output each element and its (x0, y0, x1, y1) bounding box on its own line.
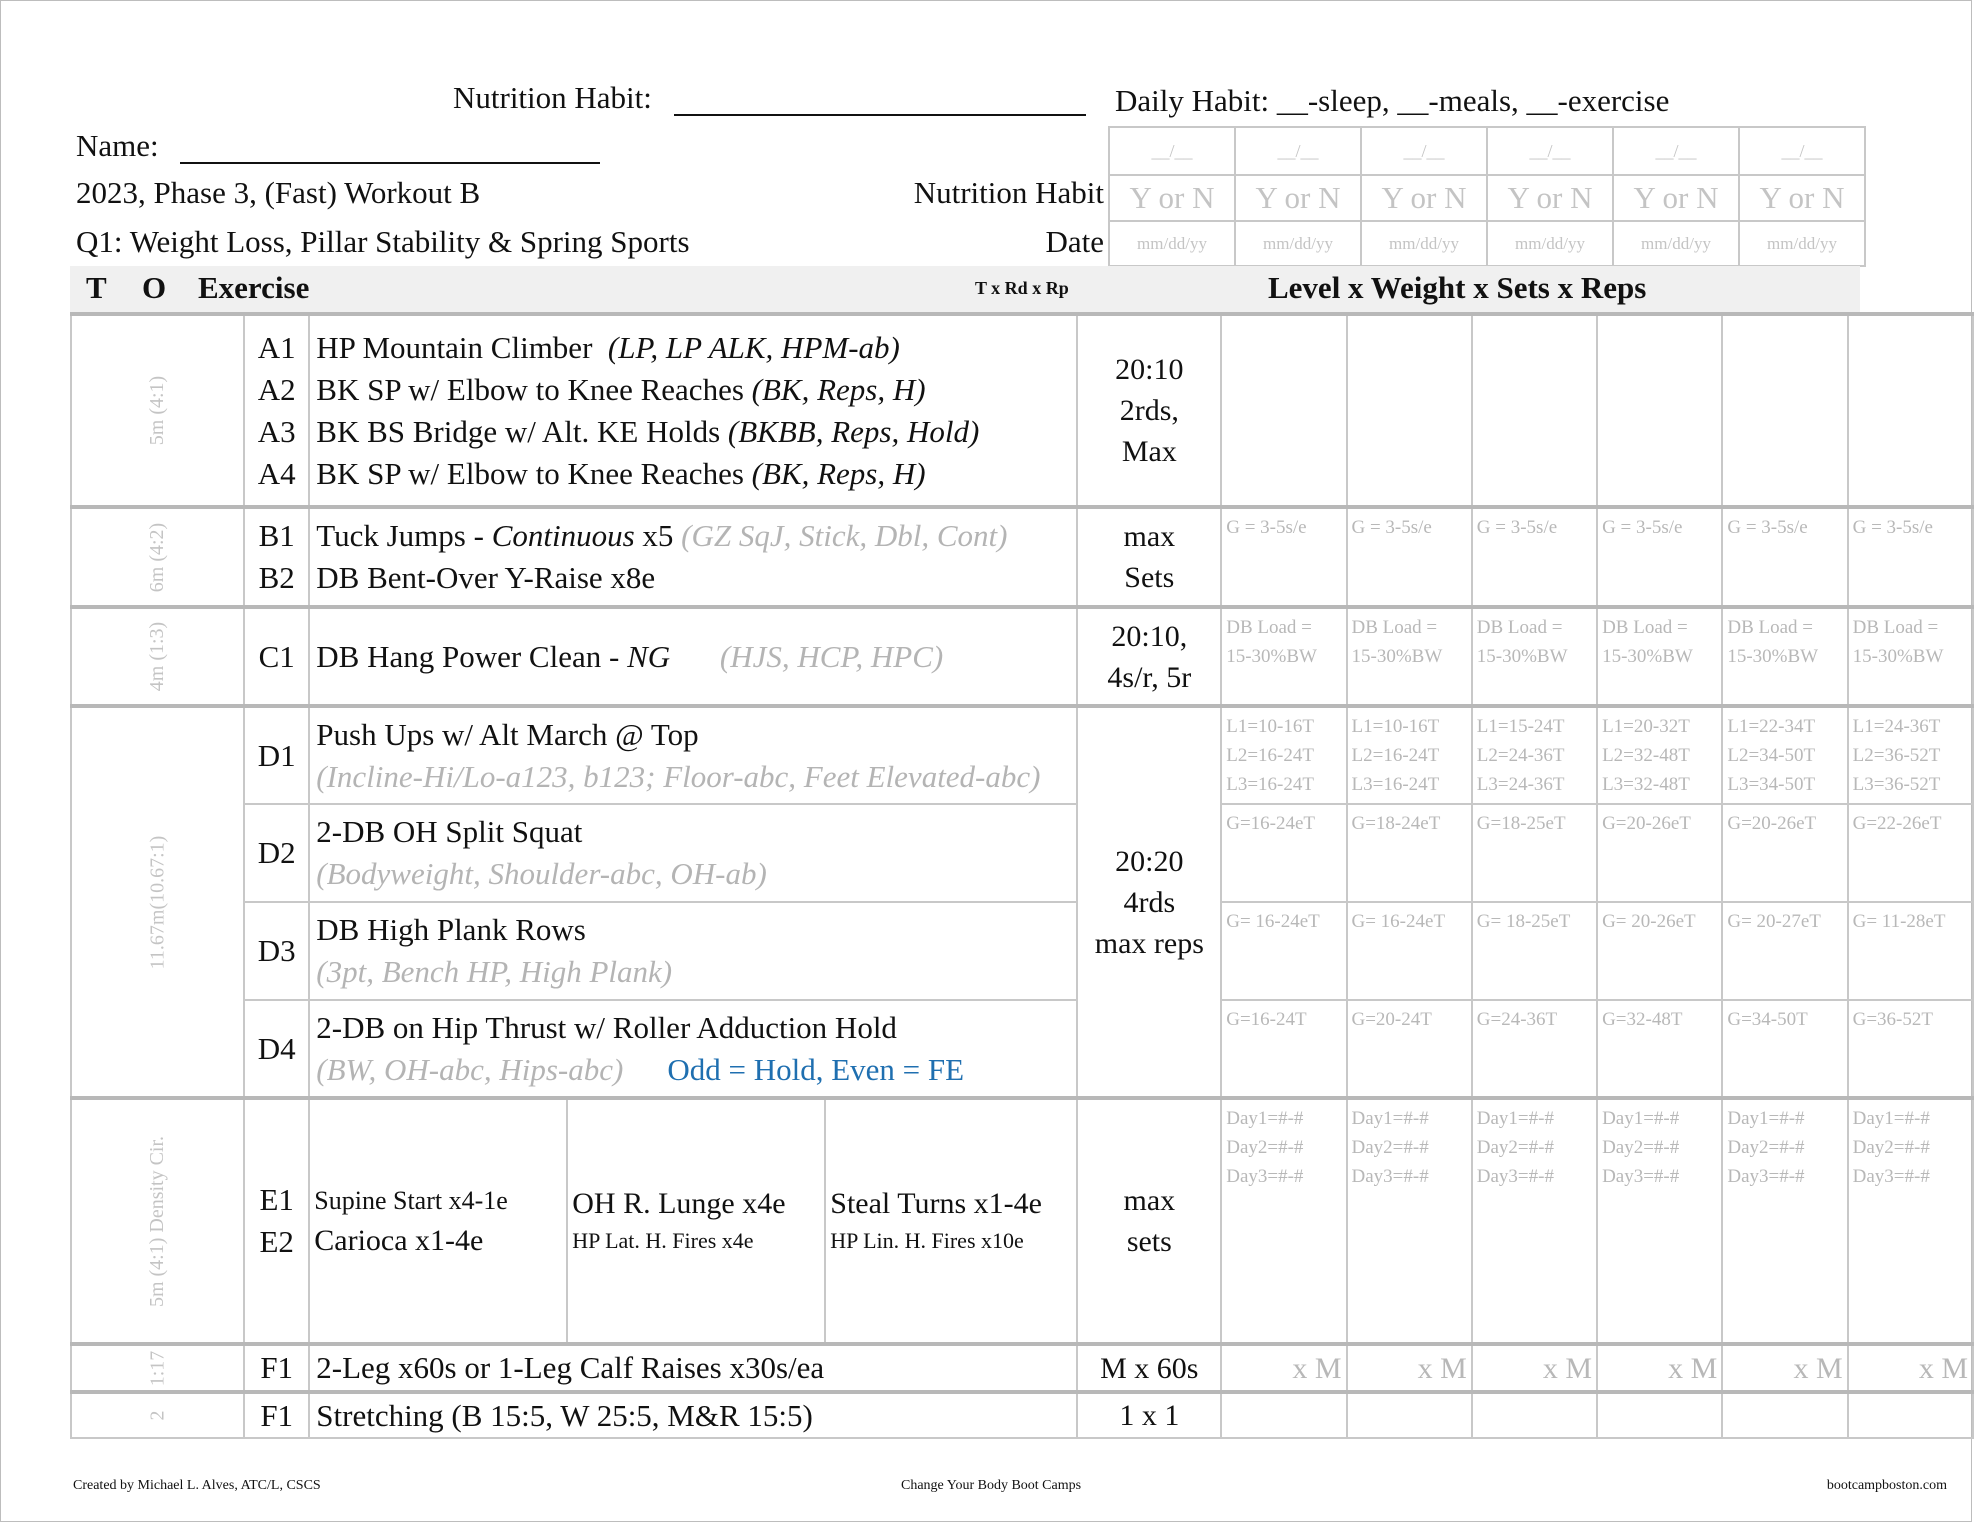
nutrition-yes-no[interactable]: Y or N (1613, 175, 1739, 221)
section-f1-time (71, 1344, 244, 1392)
protocol-line: max reps (1094, 926, 1204, 960)
week-entry[interactable] (1722, 314, 1847, 507)
col-header-t: T (86, 270, 107, 305)
week-entry[interactable]: G= 18-25eT (1472, 902, 1597, 1000)
col-header-o: O (142, 270, 167, 305)
exercise-name: 2-DB OH Split Squat (316, 814, 583, 849)
week-entry[interactable]: x M (1722, 1344, 1847, 1392)
section-b-row (71, 507, 1973, 607)
exercise-progression: (BK, Reps, H) (751, 455, 926, 491)
week-entry[interactable] (1221, 314, 1346, 507)
nutrition-yes-no[interactable]: Y or N (1487, 175, 1613, 221)
section-c-row (71, 607, 1973, 706)
circuit-columns (310, 1100, 1076, 1342)
section-f1-time-label: 1:17 (146, 1350, 169, 1386)
circuit-column-2 (568, 1100, 826, 1342)
exercise-name: DB Hang Power Clean - (316, 638, 628, 674)
exercise-progression: (BK, Reps, H) (751, 371, 926, 407)
section-e-orders (244, 1098, 309, 1344)
section-f2-order: F1 (244, 1392, 309, 1438)
name-header (76, 128, 600, 164)
exercise-line (316, 1049, 1076, 1091)
exercise-grip: NG (627, 638, 671, 674)
section-d1-exercise (309, 706, 1077, 804)
week-slot[interactable]: __/__ (1739, 127, 1865, 175)
week-entry[interactable] (1848, 1392, 1973, 1438)
section-e-protocol (1077, 1098, 1221, 1344)
exercise-progression: (BW, OH-abc, Hips-abc) (316, 1051, 624, 1087)
section-b-protocol (1077, 507, 1221, 607)
week-entry[interactable]: G=34-50T (1722, 1000, 1847, 1098)
week-slot[interactable]: __/__ (1613, 127, 1739, 175)
week-entry[interactable]: G= 11-28eT (1848, 902, 1973, 1000)
exercise-name: DB Bent-Over Y-Raise x8e (316, 560, 656, 595)
protocol-line: max (1123, 1184, 1176, 1217)
section-a-time (71, 314, 244, 507)
week-entry[interactable]: DB Load = 15-30%BW (1597, 607, 1722, 706)
section-f1-exercise: 2-Leg x60s or 1-Leg Calf Raises x30s/ea (309, 1344, 1077, 1392)
row-date-label: Date (1045, 224, 1104, 259)
exercise-line (316, 327, 1076, 369)
week-entry[interactable]: G=20-26eT (1597, 804, 1722, 902)
exercise-reps: x5 (634, 518, 682, 553)
exercise-line (316, 453, 1076, 495)
section-d-time (71, 706, 244, 1098)
week-entry[interactable]: DB Load = 15-30%BW (1221, 607, 1346, 706)
week-entry[interactable]: G=16-24T (1221, 1000, 1346, 1098)
week-entry[interactable]: G= 20-26eT (1597, 902, 1722, 1000)
section-d4-order: D4 (244, 1000, 309, 1098)
section-e-time-label: 5m (4:1) Density Cir. (146, 1135, 169, 1307)
week-entry[interactable]: G = 3-5s/e (1848, 507, 1973, 607)
week-entry[interactable] (1722, 1392, 1847, 1438)
week-entry[interactable] (1597, 314, 1722, 507)
exercise-name: DB High Plank Rows (316, 912, 586, 947)
row-nutrition-label: Nutrition Habit (913, 175, 1104, 210)
section-d2-exercise (309, 804, 1077, 902)
section-c-time (71, 607, 244, 706)
week-entry[interactable]: G=20-26eT (1722, 804, 1847, 902)
footer-author: Created by Michael L. Alves, ATC/L, CSCS (73, 1478, 321, 1493)
circuit-column-1 (310, 1100, 568, 1342)
week-entry[interactable]: DB Load = 15-30%BW (1722, 607, 1847, 706)
exercise-progression: (Bodyweight, Shoulder-abc, OH-ab) (316, 856, 767, 891)
habit-tracking-grid (1108, 126, 1866, 267)
week-entry[interactable]: L1=15-24T L2=24-36T L3=24-36T (1472, 706, 1597, 804)
week-entry[interactable]: G=22-26eT (1848, 804, 1973, 902)
section-e-row (71, 1098, 1973, 1344)
protocol-line: Sets (1124, 561, 1175, 594)
section-a-time-label: 5m (4:1) (146, 375, 169, 446)
section-f1-row (71, 1344, 1973, 1392)
exercise-name: Carioca x1-4e (314, 1224, 484, 1257)
week-slot[interactable]: __/__ (1109, 127, 1235, 175)
exercise-line (316, 369, 1076, 411)
section-a-orders (244, 314, 309, 507)
nutrition-yes-no[interactable]: Y or N (1361, 175, 1487, 221)
nutrition-habit-header (453, 80, 1086, 116)
protocol-line: sets (1126, 1225, 1172, 1258)
exercise-name: BK BS Bridge w/ Alt. KE Holds (316, 413, 721, 449)
exercise-progression: (HJS, HCP, HPC) (719, 638, 944, 674)
protocol-line: 20:10 (1115, 353, 1184, 386)
week-entry[interactable]: G=24-36T (1472, 1000, 1597, 1098)
week-entry[interactable]: L1=22-34T L2=34-50T L3=34-50T (1722, 706, 1847, 804)
nutrition-habit-label: Nutrition Habit: (453, 80, 652, 115)
exercise-mode: Continuous (491, 518, 635, 553)
protocol-line: 4s/r, 5r (1107, 660, 1192, 694)
protocol-line: max (1123, 520, 1176, 553)
date-field[interactable]: mm/dd/yy (1487, 221, 1613, 266)
exercise-name: Tuck Jumps - (316, 518, 492, 553)
section-d3-order: D3 (244, 902, 309, 1000)
date-field[interactable]: mm/dd/yy (1109, 221, 1235, 266)
column-header-band (70, 266, 1860, 312)
daily-habit-header (1115, 83, 1669, 119)
program-title: 2023, Phase 3, (Fast) Workout B (76, 175, 481, 210)
week-entry[interactable] (1347, 314, 1472, 507)
exercise-progression: (BKBB, Reps, Hold) (727, 413, 980, 449)
week-entry[interactable]: L1=24-36T L2=36-52T L3=36-52T (1848, 706, 1973, 804)
order-label: E2 (259, 1224, 294, 1259)
week-entry[interactable]: Day1=#-# Day2=#-# Day3=#-# (1722, 1098, 1847, 1344)
section-b-exercises (309, 507, 1077, 607)
week-entry[interactable]: G = 3-5s/e (1472, 507, 1597, 607)
week-entry[interactable] (1472, 1392, 1597, 1438)
section-c-exercises (309, 607, 1077, 706)
nutrition-yes-no[interactable]: Y or N (1235, 175, 1361, 221)
section-e-exercises (309, 1098, 1077, 1344)
section-d2-order: D2 (244, 804, 309, 902)
section-c-protocol (1077, 607, 1221, 706)
week-entry[interactable]: Day1=#-# Day2=#-# Day3=#-# (1597, 1098, 1722, 1344)
exercise-progression: (GZ SqJ, Stick, Dbl, Cont) (681, 518, 1008, 553)
quarter-title: Q1: Weight Loss, Pillar Stability & Spring Sports (76, 224, 690, 259)
section-f2-time (71, 1392, 244, 1438)
section-a-protocol (1077, 314, 1221, 507)
section-d1-order: D1 (244, 706, 309, 804)
week-entry[interactable]: L1=20-32T L2=32-48T L3=32-48T (1597, 706, 1722, 804)
section-b-time-label: 6m (4:2) (146, 522, 169, 592)
week-entry[interactable]: G = 3-5s/e (1597, 507, 1722, 607)
col-header-txrdxrp: T x Rd x Rp (975, 278, 1069, 298)
order-label: E1 (259, 1182, 294, 1217)
order-label: A4 (257, 455, 296, 491)
exercise-line (316, 557, 1076, 599)
week-entry[interactable]: Day1=#-# Day2=#-# Day3=#-# (1221, 1098, 1346, 1344)
week-entry[interactable]: L1=10-16T L2=16-24T L3=16-24T (1347, 706, 1472, 804)
order-label: A3 (257, 413, 296, 449)
exercise-name: HP Lat. H. Fires x4e (572, 1228, 754, 1253)
exercise-name: OH R. Lunge x4e (572, 1187, 786, 1220)
week-entry[interactable]: DB Load = 15-30%BW (1472, 607, 1597, 706)
name-field[interactable] (180, 130, 600, 164)
section-d3-row (71, 902, 1973, 1000)
section-f2-time-label: 2 (146, 1410, 169, 1421)
nutrition-yes-no[interactable]: Y or N (1109, 175, 1235, 221)
daily-habit-text: __-sleep, __-meals, __-exercise (1276, 83, 1670, 118)
protocol-line: 4rds (1123, 885, 1176, 919)
week-entry[interactable]: G=18-25eT (1472, 804, 1597, 902)
date-field[interactable]: mm/dd/yy (1235, 221, 1361, 266)
week-entry[interactable]: G= 20-27eT (1722, 902, 1847, 1000)
week-entry[interactable]: L1=10-16T L2=16-24T L3=16-24T (1221, 706, 1346, 804)
week-entry[interactable]: Day1=#-# Day2=#-# Day3=#-# (1472, 1098, 1597, 1344)
workout-table (70, 312, 1974, 1439)
daily-habit-label: Daily Habit: (1115, 83, 1270, 118)
week-entry[interactable]: DB Load = 15-30%BW (1848, 607, 1973, 706)
order-label: A2 (257, 371, 296, 407)
date-field[interactable]: mm/dd/yy (1739, 221, 1865, 266)
week-entry[interactable] (1848, 314, 1973, 507)
section-d3-exercise (309, 902, 1077, 1000)
exercise-name: Supine Start x4-1e (314, 1186, 508, 1215)
week-slot[interactable]: __/__ (1361, 127, 1487, 175)
section-f2-protocol: 1 x 1 (1077, 1392, 1221, 1438)
footer-website[interactable]: bootcampboston.com (1826, 1478, 1947, 1493)
exercise-line (316, 515, 1076, 557)
section-a-row (71, 314, 1973, 507)
section-d-protocol (1077, 706, 1221, 1098)
protocol-line: 20:10, (1111, 619, 1188, 653)
nutrition-habit-field[interactable] (674, 82, 1086, 116)
week-entry[interactable] (1597, 1392, 1722, 1438)
exercise-name: BK SP w/ Elbow to Knee Reaches (316, 455, 744, 491)
week-entry[interactable] (1347, 1392, 1472, 1438)
section-d-time-label: 11.67m(10.67:1) (146, 835, 169, 969)
week-entry[interactable]: G = 3-5s/e (1221, 507, 1346, 607)
col-header-exercise: Exercise (198, 270, 310, 305)
exercise-name: Push Ups w/ Alt March @ Top (316, 716, 699, 752)
exercise-name: BK SP w/ Elbow to Knee Reaches (316, 371, 744, 407)
protocol-line: Max (1121, 435, 1177, 468)
col-header-level: Level x Weight x Sets x Reps (1268, 270, 1647, 305)
week-entry[interactable]: x M (1472, 1344, 1597, 1392)
week-entry[interactable]: G=16-24eT (1221, 804, 1346, 902)
exercise-name: 2-DB on Hip Thrust w/ Roller Adduction Hold (316, 1009, 897, 1045)
week-entry[interactable]: G= 16-24eT (1221, 902, 1346, 1000)
section-f2-exercise: Stretching (B 15:5, W 25:5, M&R 15:5) (309, 1392, 1077, 1438)
week-slot[interactable]: __/__ (1487, 127, 1613, 175)
week-entry[interactable]: G=20-24T (1347, 1000, 1472, 1098)
section-f2-row (71, 1392, 1973, 1438)
exercise-name: HP Lin. H. Fires x10e (830, 1228, 1024, 1253)
order-label: A1 (257, 329, 296, 365)
week-entry[interactable]: G=32-48T (1597, 1000, 1722, 1098)
week-entry[interactable]: Day1=#-# Day2=#-# Day3=#-# (1347, 1098, 1472, 1344)
section-f1-order: F1 (244, 1344, 309, 1392)
section-e-time (71, 1098, 244, 1344)
footer-company: Change Your Body Boot Camps (901, 1478, 1082, 1493)
exercise-progression: (3pt, Bench HP, High Plank) (316, 954, 673, 989)
exercise-name: Steal Turns x1-4e (830, 1187, 1042, 1220)
protocol-line: 20:20 (1115, 844, 1184, 878)
section-d2-row (71, 804, 1973, 902)
section-b-time (71, 507, 244, 607)
section-c-order: C1 (244, 607, 309, 706)
week-entry[interactable]: Day1=#-# Day2=#-# Day3=#-# (1848, 1098, 1973, 1344)
week-entry[interactable]: G=18-24eT (1347, 804, 1472, 902)
week-entry[interactable]: x M (1848, 1344, 1973, 1392)
week-slot[interactable]: __/__ (1235, 127, 1361, 175)
section-b-orders (244, 507, 309, 607)
protocol-line: 2rds, (1119, 394, 1179, 427)
order-label: B2 (258, 560, 295, 595)
section-a-exercises (309, 314, 1077, 507)
section-d1-row (71, 706, 1973, 804)
section-c-time-label: 4m (1:3) (146, 621, 169, 692)
section-f1-protocol: M x 60s (1077, 1344, 1221, 1392)
exercise-name: HP Mountain Climber (316, 329, 593, 365)
week-entry[interactable]: x M (1221, 1344, 1346, 1392)
name-label: Name: (76, 128, 159, 163)
week-entry[interactable] (1221, 1392, 1346, 1438)
date-field[interactable]: mm/dd/yy (1361, 221, 1487, 266)
circuit-column-3 (826, 1100, 1076, 1342)
section-d4-exercise (309, 1000, 1077, 1098)
week-entry[interactable]: G = 3-5s/e (1347, 507, 1472, 607)
week-entry[interactable]: x M (1597, 1344, 1722, 1392)
week-entry[interactable]: x M (1347, 1344, 1472, 1392)
hold-note: Odd = Hold, Even = FE (667, 1051, 965, 1087)
section-d4-row (71, 1000, 1973, 1098)
exercise-progression: (LP, LP ALK, HPM-ab) (607, 329, 900, 365)
order-label: B1 (258, 518, 295, 553)
week-entry[interactable]: G=36-52T (1848, 1000, 1973, 1098)
exercise-line (316, 411, 1076, 453)
week-entry[interactable]: DB Load = 15-30%BW (1347, 607, 1472, 706)
nutrition-yes-no[interactable]: Y or N (1739, 175, 1865, 221)
week-entry[interactable]: G = 3-5s/e (1722, 507, 1847, 607)
week-entry[interactable]: G= 16-24eT (1347, 902, 1472, 1000)
week-entry[interactable] (1472, 314, 1597, 507)
exercise-progression: (Incline-Hi/Lo-a123, b123; Floor-abc, Feet Elevated-abc) (316, 758, 1041, 794)
date-field[interactable]: mm/dd/yy (1613, 221, 1739, 266)
